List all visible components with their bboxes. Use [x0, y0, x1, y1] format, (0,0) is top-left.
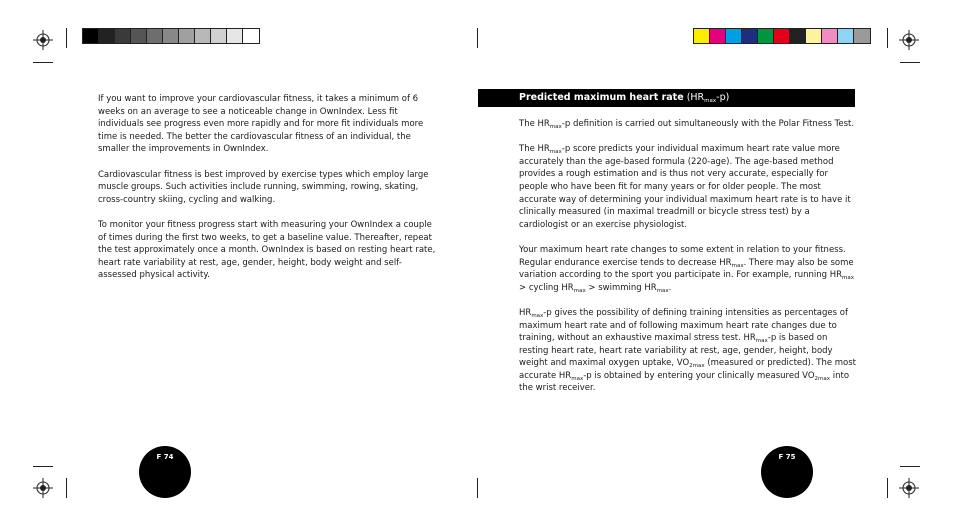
- right-paragraph-1: [519, 118, 859, 131]
- subscript: max: [549, 149, 562, 156]
- registration-mark-icon: [33, 478, 53, 498]
- section-heading-pre: (HR: [683, 92, 705, 103]
- text-run: -p is obtained by entering your clinically measured VO: [583, 370, 815, 381]
- page-number-left: [139, 446, 191, 498]
- crop-mark: [477, 28, 478, 48]
- left-page-body: [98, 93, 438, 295]
- text-run: (measured or predicted). The most accurate HR: [519, 358, 857, 381]
- text-run: Your maximum heart rate changes to some extent in relation to your fitness. Regular endurance exercise tends to decrease HR: [519, 244, 846, 268]
- calibration-swatch: [211, 29, 227, 43]
- subscript: 2max: [814, 375, 831, 382]
- calibration-swatch: [774, 29, 790, 43]
- registration-mark-icon: [899, 30, 919, 50]
- calibration-swatch: [822, 29, 838, 43]
- calibration-swatch: [99, 29, 115, 43]
- text-run: The HR: [519, 119, 550, 129]
- registration-mark-icon: [33, 30, 53, 50]
- calibration-swatch: [806, 29, 822, 43]
- crop-mark: [33, 62, 53, 63]
- subscript: 2max: [689, 363, 705, 370]
- calibration-swatch: [195, 29, 211, 43]
- subscript: max: [731, 262, 744, 269]
- subscript: max: [571, 375, 584, 382]
- text-run: into the wrist receiver.: [519, 370, 850, 394]
- text-run: -p score predicts your individual maximum heart rate value more accurately than the age-based formula (220-age). The age-based method provides a rough estimation and is thus not very accurate, especially for people who have been fit for many years or for older people. The most accurate way of determining your individual maximum heart rate is to have it clinically measured (in maximal treadmill or bicycle stress test) by a cardiologist or an exercise physiologist.: [519, 144, 851, 230]
- text-run: .: [668, 282, 672, 293]
- registration-mark-icon: [899, 478, 919, 498]
- right-page-body: [519, 118, 859, 408]
- subscript: max: [842, 275, 854, 282]
- calibration-swatch: [227, 29, 243, 43]
- calibration-swatch: [854, 29, 870, 43]
- crop-mark: [66, 28, 67, 48]
- calibration-swatch: [179, 29, 195, 43]
- color-calibration-bar: [693, 28, 871, 44]
- left-paragraph-2: Cardiovascular fitness is best improved by exercise types which employ large muscle groups. Such activities include running, swimming, rowing, skating, cross-country skiing, cycling and walking.: [98, 169, 429, 205]
- calibration-swatch: [758, 29, 774, 43]
- calibration-swatch: [710, 29, 726, 43]
- left-paragraph-3: To monitor your fitness progress start with measuring your OwnIndex a couple of times during the first two weeks, to get a baseline value. Thereafter, repeat the test approximately once a month. OwnIndex is based on resting heart rate, heart rate variability at rest, age, gender, height, body weight and self-assessed physical activity.: [98, 219, 436, 281]
- calibration-swatch: [726, 29, 742, 43]
- section-heading: [478, 89, 855, 107]
- calibration-swatch: [115, 29, 131, 43]
- text-run: . There may also be some variation according to the sport you participate in. For example, running HR: [519, 257, 854, 281]
- calibration-swatch: [147, 29, 163, 43]
- section-heading-bold: Predicted maximum heart rate: [519, 92, 684, 103]
- section-heading-sub: max: [704, 98, 717, 104]
- right-paragraph-2: [519, 143, 859, 231]
- page-number-right-label: F 75: [778, 453, 796, 461]
- subscript: max: [531, 312, 544, 319]
- right-paragraph-4: [519, 307, 859, 395]
- text-run: -p definition is carried out simultaneously with the Polar Fitness Test.: [561, 119, 855, 129]
- text-run: The HR: [519, 144, 550, 155]
- crop-mark: [33, 466, 53, 467]
- left-paragraph-1: If you want to improve your cardiovascular fitness, it takes a minimum of 6 weeks on an average to see a noticeable change in OwnIndex. Less fit individuals see progress even more rapidly and for more fit individuals more time is needed. The better the cardiovascular fitness of an individual, the smaller the improvements in OwnIndex.: [98, 94, 424, 155]
- calibration-swatch: [790, 29, 806, 43]
- grey-calibration-bar: [82, 28, 260, 44]
- crop-mark: [66, 478, 67, 498]
- subscript: max: [549, 124, 562, 130]
- text-run: -p is based on resting heart rate, heart rate variability at rest, age, gender, height, body weight and maximal oxygen uptake, VO: [519, 333, 833, 369]
- crop-mark: [900, 62, 920, 63]
- text-run: > cycling HR: [519, 282, 574, 293]
- crop-mark: [900, 466, 920, 467]
- page-number-left-label: F 74: [156, 453, 174, 461]
- text-run: -p gives the possibility of defining training intensities as percentages of maximum heart rate and of following maximum heart rate changes due to training, without an exhaustive maximal stress test. HR: [519, 307, 848, 344]
- calibration-swatch: [83, 29, 99, 43]
- page-number-right: [761, 446, 813, 498]
- calibration-swatch: [742, 29, 758, 43]
- calibration-swatch: [163, 29, 179, 43]
- text-run: HR: [519, 307, 532, 318]
- crop-mark: [477, 478, 478, 498]
- calibration-swatch: [131, 29, 147, 43]
- calibration-swatch: [694, 29, 710, 43]
- section-heading-post: -p): [716, 92, 730, 103]
- calibration-swatch: [243, 29, 259, 43]
- crop-mark: [887, 28, 888, 48]
- subscript: max: [656, 287, 669, 294]
- crop-mark: [887, 478, 888, 498]
- right-paragraph-3: [519, 244, 859, 294]
- subscript: max: [573, 287, 586, 294]
- subscript: max: [755, 338, 768, 345]
- text-run: > swimming HR: [585, 282, 657, 293]
- calibration-swatch: [838, 29, 854, 43]
